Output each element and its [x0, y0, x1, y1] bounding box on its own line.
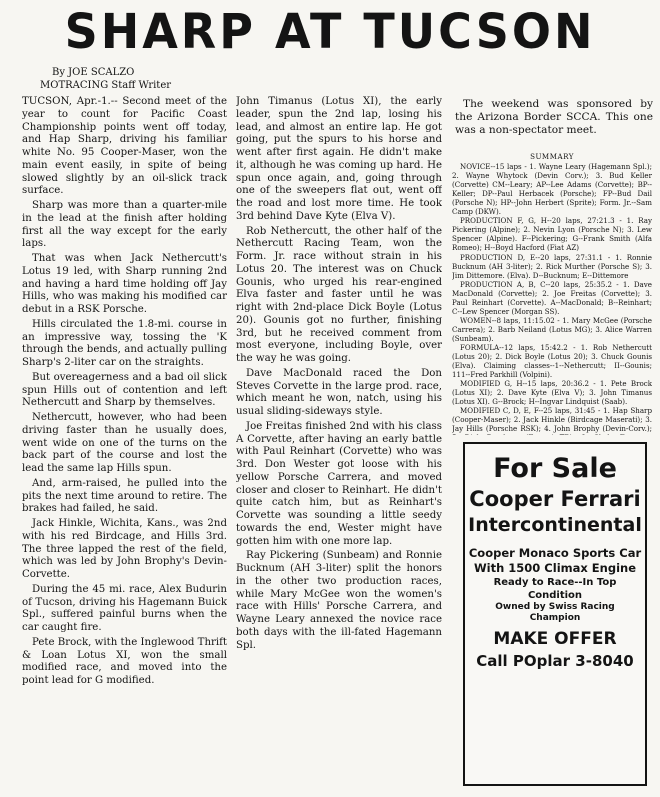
race-summary — [452, 152, 652, 435]
ad-model: Intercontinental — [468, 514, 642, 536]
article-paragraph: TUCSON, Apr.-1.-- Second meet of the year to count for Pacific Coast Championship points went off today, and Hap Sharp, driving his familiar white No. 95 Cooper-Maser, won the main event easily, in spite of being slowed slightly by an oil-slick track surface. — [22, 96, 227, 197]
ad-phone: Call POplar 3-8040 — [476, 652, 634, 670]
article-paragraph: Rob Nethercutt, the other half of the Nethercutt Racing Team, won the Form. Jr. race without strain in his Lotus 20. The interest was on Chuck Gounis, who urged his rear-engined Elva faster and faster until he was right with 2nd-place Dick Boyle (Lotus 20). Gounis got no further, finishing 3rd, but he received comment from most everyone, including Boyle, over the way he was going. — [236, 225, 442, 364]
byline-author: By JOE SCALZO — [52, 67, 135, 78]
article-paragraph: Dave MacDonald raced the Don Steves Corvette in the large prod. race, which meant he won, natch, using his usual sliding-sideways style. — [236, 367, 442, 417]
article-paragraph: Jack Hinkle, Wichita, Kans., was 2nd with his red Birdcage, and Hills 3rd. The three lapped the rest of the field, which was led by John Brophy's Devin-Corvette. — [22, 518, 227, 580]
ad-line: Owned by Swiss Racing — [495, 602, 615, 612]
article-paragraph: Sharp was more than a quarter-mile in the lead at the finish after holding first all the way except for the early laps. — [22, 200, 227, 250]
article-paragraph: Nethercutt, however, who had been driving faster than he usually does, went wide on one of the turns on the back part of the course and lost the lead the same lap Hills spun. — [22, 412, 227, 474]
for-sale-advertisement — [463, 442, 647, 786]
article-column-2 — [236, 96, 442, 792]
summary-entry: MODIFIED G, H--15 laps, 20:36.2 - 1. Pete Brock (Lotus XI); 2. Dave Kyte (Elva V); 3. John Timanus (Lotus XI). G--Brock; H--Ingvar Lindquist (Saab). — [452, 379, 652, 407]
article-paragraph: That was when Jack Nethercutt's Lotus 19 led, with Sharp running 2nd and having a hard time holding off Jay Hills, who was making his modified car debut in a RSK Porsche. — [22, 253, 227, 315]
summary-entry: NOVICE--15 laps - 1. Wayne Leary (Hagemann Spl.); 2. Wayne Whytock (Devin Corv.); 3. Bud Keller (Corvette) CM--Leary; AP--Lee Adams (Corvette); BP--Keller; DP--Paul Herbacek (Porsche); FP--Bud Dail (Porsche N); HP--John Herbert (Sprite); Form. Jr.--Sam Camp (DKW). — [452, 162, 652, 217]
summary-entry: WOMEN--8 laps, 11:15.02 - 1. Mary McGee (Porsche Carrera); 2. Barb Neiland (Lotus MG); 3. Alice Warren (Sunbeam). — [452, 315, 652, 343]
article-paragraph: Ray Pickering (Sunbeam) and Ronnie Bucknum (AH 3-liter) split the honors in the other two production races, while Mary McGee won the women's race with Hills' Porsche Carrera, and Wayne Leary annexed the novice race both days with the ill-fated Hagemann Spl. — [236, 550, 442, 651]
ad-line: Champion — [529, 613, 581, 623]
sponsor-note: The weekend was sponsored by the Arizona Border SCCA. This one was a non-spectator meet. — [455, 98, 653, 136]
article-headline: SHARP AT TUCSON — [64, 2, 596, 60]
summary-entry: FORMULA--12 laps, 15:42.2 - 1. Rob Nethercutt (Lotus 20); 2. Dick Boyle (Lotus 20); 3. Chuck Gounis (Elva). Claiming classes--1--Nethercutt; II--Gounis; 111--Fred Parkhill (Volpini). — [452, 342, 652, 380]
summary-entry: PRODUCTION A, B, C--20 laps, 25:35.2 - 1. Dave MacDonald (Corvette); 2. Joe Freitas (Corvette); 3. Paul Reinhart (Corvette). A--MacDonald; B--Reinhart; C--Lew Spencer (Morgan SS). — [452, 279, 652, 316]
ad-make: Cooper Ferrari — [469, 487, 641, 511]
summary-entry: PRODUCTION D, E--20 laps, 27:31.1 - 1. Ronnie Bucknum (AH 3-liter); 2. Rick Murther (Porsche S); 3. Jim Dittemore. (Elva). D--Bucknum; E--Dittemore — [452, 252, 652, 280]
article-paragraph: John Timanus (Lotus XI), the early leader, spun the 2nd lap, losing his lead, and almost an entire lap. He got going, put the spurs to his horse and went after first again. He didn't make it, although he was coming up hard. He spun once again, and, going through one of the sweepers flat out, went off the road and lost more time. He took 3rd behind Dave Kyte (Elva V). — [236, 96, 442, 222]
article-paragraph: Joe Freitas finished 2nd with his class A Corvette, after having an early battle with Paul Reinhart (Corvette) who was 3rd. Don Wester got loose with his yellow Porsche Carrera, and moved closer and closer to Reinhart. He didn't quite catch him, but as Reinhart's Corvette was sounding a little seedy towards the end, Wester might have gotten him with one more lap. — [236, 420, 442, 547]
article-paragraph: And, arm-raised, he pulled into the pits the next time around to retire. The brakes had failed, he said. — [22, 477, 227, 515]
article-column-1 — [22, 96, 227, 792]
byline-role: MOTRACING Staff Writer — [40, 80, 172, 91]
summary-title: SUMMARY — [530, 152, 574, 161]
ad-offer: MAKE OFFER — [493, 629, 617, 649]
article-paragraph: Hills circulated the 1.8-mi. course in an impressive way, tossing the 'K through the bends, and actually pulling Sharp's 2-liter car on the straights. — [22, 318, 227, 368]
article-paragraph: But overeagerness and a bad oil slick spun Hills out of contention and left Nethercutt and Sharp by themselves. — [22, 371, 227, 409]
article-paragraph: During the 45 mi. race, Alex Budurin of Tucson, driving his Hagemann Buick Spl., suffered painful burns when the car caught fire. — [22, 583, 227, 633]
ad-line: With 1500 Climax Engine — [473, 561, 637, 575]
ad-line: Cooper Monaco Sports Car — [468, 546, 642, 560]
article-paragraph: Pete Brock, with the Inglewood Thrift & Loan Lotus XI, won the small modified race, and moved into the point lead for G modified. — [22, 636, 227, 686]
article-byline — [38, 66, 238, 92]
summary-entry: PRODUCTION F, G, H--20 laps, 27:21.3 - 1. Ray Pickering (Alpine); 2. Nevin Lyon (Porsche N); 3. Lew Spencer (Alpine). F--Pickering; G--Frank Smith (Alfa Romeo); H--Boyd Hacford (Fiat AZ) — [452, 216, 652, 253]
ad-heading: For Sale — [493, 453, 617, 484]
summary-entry: MODIFIED C, D, E, F--25 laps, 31:45 - 1. Hap Sharp (Cooper-Maser); 2. Jack Hinkle (Birdcage Maserati); 3. Jay Hills (Porsche RSK); 4. John Brophy (Devin-Corv.); — [452, 406, 652, 434]
ad-line: Ready to Race--In Top Condition — [493, 577, 617, 601]
